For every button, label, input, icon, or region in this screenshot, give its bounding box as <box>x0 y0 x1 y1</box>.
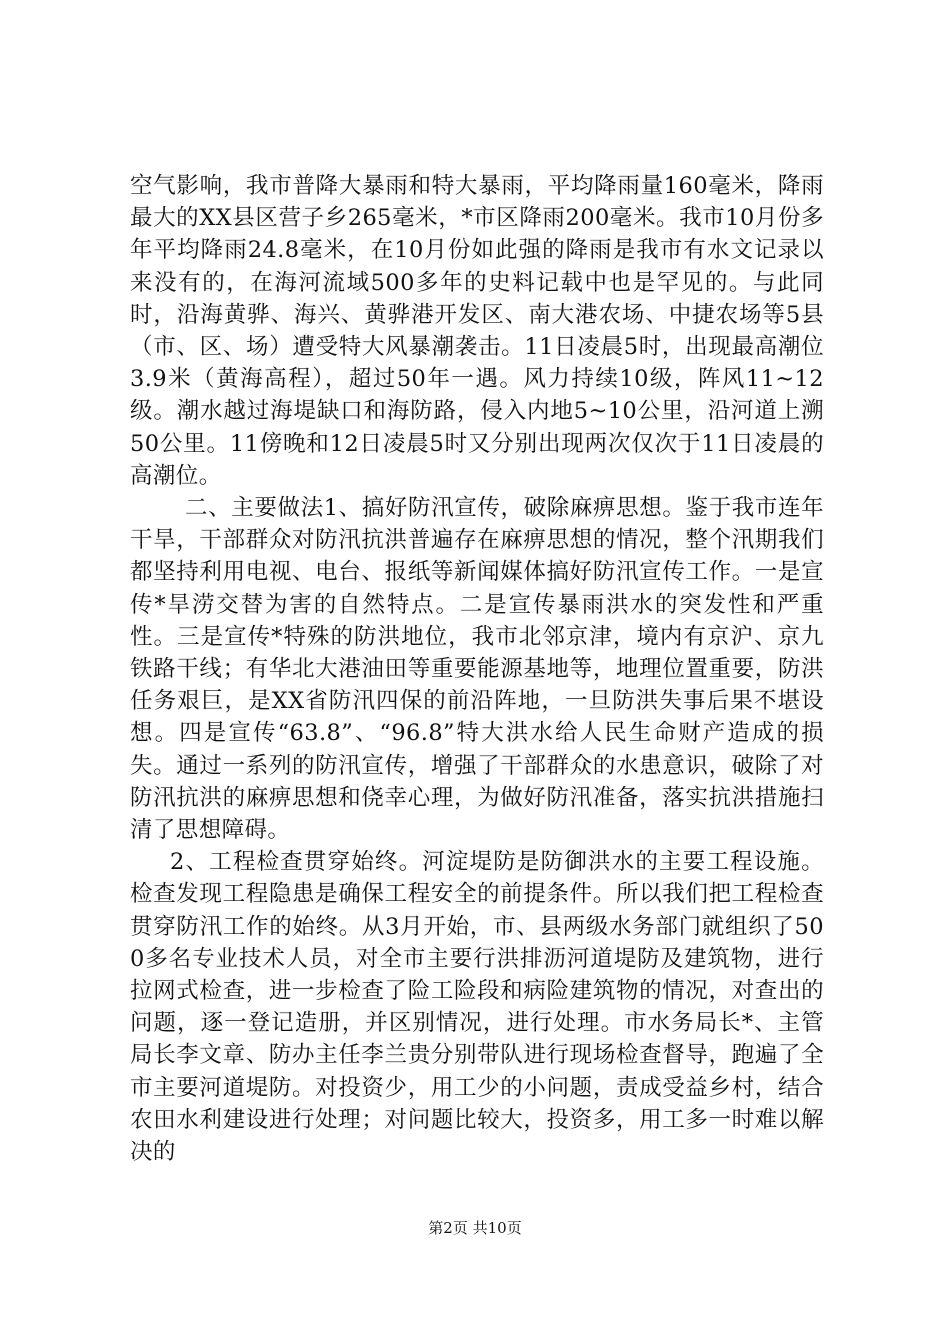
page-footer: 第2页 共10页 <box>428 1219 522 1237</box>
paragraph-rainfall-storm-surge: 空气影响，我市普降大暴雨和特大暴雨，平均降雨量160毫米，降雨最大的XX县区营子乡265毫米，*市区降雨200毫米。我市10月份多年平均降雨24.8毫米，在10月份如此强的降雨是我市有水文记录以来没有的，在海河流域500多年的史料记载中也是罕见的。与此同时，沿海黄骅、海兴、黄骅港开发区、南大港农场、中捷农场等5县（市、区、场）遭受特大风暴潮袭击。11日凌晨5时，出现最高潮位3.9米（黄海高程），超过50年一遇。风力持续10级，阵风11~12级。潮水越过海堤缺口和海防路，侵入内地5~10公里，沿河道上溯50公里。11傍晚和12日凌晨5时又分别出现两次仅次于11日凌晨的高潮位。 <box>130 173 824 489</box>
document-body <box>130 170 824 1168</box>
paragraph-engineering-inspection: 2、工程检查贯穿始终。河淀堤防是防御洪水的主要工程设施。检查发现工程隐患是确保工程安全的前提条件。所以我们把工程检查贯穿防汛工作的始终。从3月开始，市、县两级水务部门就组织了500多名专业技术人员，对全市主要行洪排沥河道堤防及建筑物，进行拉网式检查，进一步检查了险工险段和病险建筑物的情况，对查出的问题，逐一登记造册，并区别情况，进行处理。市水务局长*、主管局长李文章、防办主任李兰贵分别带队进行现场检查督导，跑遍了全市主要河道堤防。对投资少，用工少的小问题，责成受益乡村，结合农田水利建设进行处理；对问题比较大，投资多，用工多一时难以解决的 <box>130 849 824 1166</box>
paragraph-flood-publicity: 二、主要做法1、搞好防汛宣传，破除麻痹思想。鉴于我市连年干旱，干部群众对防汛抗洪普遍存在麻痹思想的情况，整个汛期我们都坚持利用电视、电台、报纸等新闻媒体搞好防汛宣传工作。一是宣传*旱涝交替为害的自然特点。二是宣传暴雨洪水的突发性和严重性。三是宣传*特殊的防洪地位，我市北邻京津，境内有京沪、京九铁路干线；有华北大港油田等重要能源基地等，地理位置重要，防洪任务艰巨，是XX省防汛四保的前沿阵地，一旦防洪失事后果不堪设想。四是宣传“63.8”、“96.8”特大洪水给人民生命财产造成的损失。通过一系列的防汛宣传，增强了干部群众的水患意识，破除了对防汛抗洪的麻痹思想和侥幸心理，为做好防汛准备，落实抗洪措施扫清了思想障碍。 <box>130 495 824 844</box>
